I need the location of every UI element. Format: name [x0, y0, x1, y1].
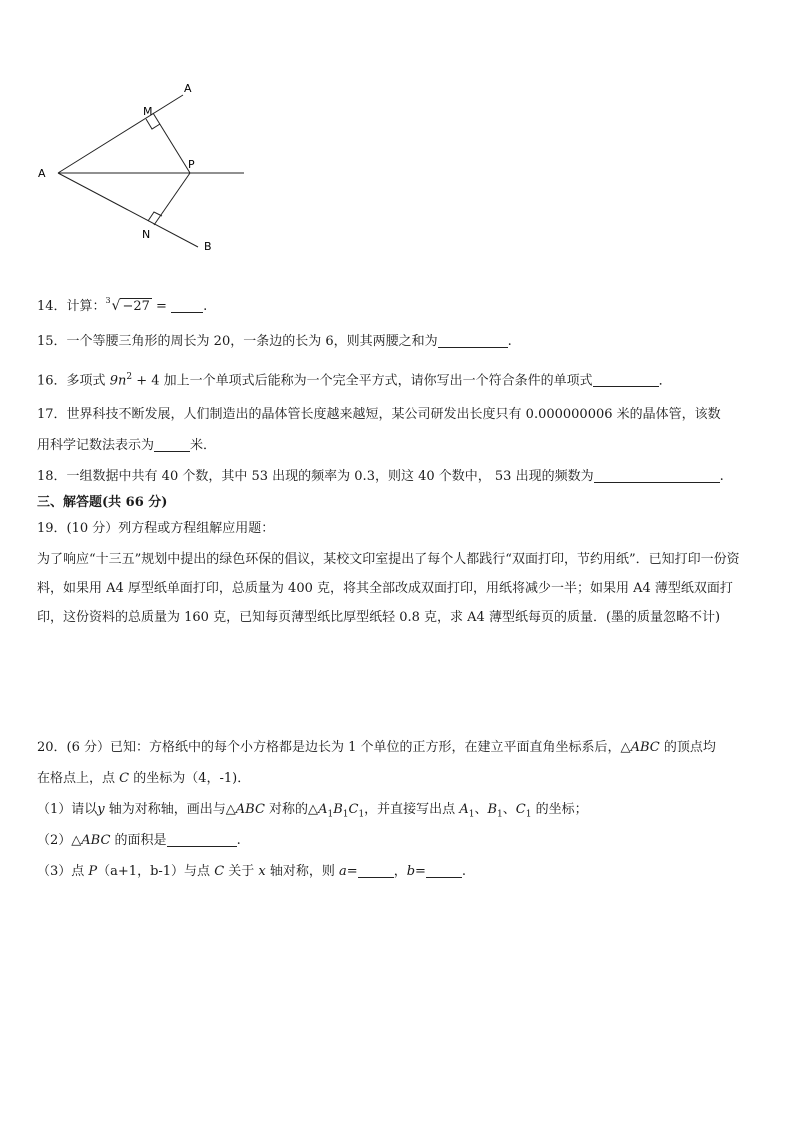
question-17-line1: 17．世界科技不断发展，人们制造出的晶体管长度越来越短，某公司研发出长度只有 0.000000006 米的晶体管，该数 [37, 407, 721, 422]
q14-answer-blank[interactable] [171, 298, 203, 313]
question-20-part2: （2）△ABC 的面积是 . [37, 833, 241, 848]
question-20-part3: （3）点 P（a+1，b-1）与点 C 关于 x 轴对称，则 a= ，b= . [37, 864, 467, 879]
cube-root-expression: 3 √ −27 [105, 296, 150, 314]
segment-MP [153, 113, 190, 173]
question-17-line2: 用科学记数法表示为 米． [37, 438, 217, 453]
label-M: M [143, 105, 153, 118]
label-A-top: A [184, 82, 192, 95]
q16-answer-blank[interactable] [593, 372, 659, 387]
segment-NP [154, 173, 190, 225]
label-P: P [188, 158, 195, 171]
radical-sign-icon: √ [111, 298, 121, 314]
q20-area-blank[interactable] [167, 832, 237, 847]
question-16: 16．多项式 $9n^2 + 4$ 加上一个单项式后能称为一个完全平方式，请你写出一个符合条件的单项式 ． [37, 372, 672, 389]
question-19-head: 19．(10 分）列方程或方程组解应用题： [37, 521, 275, 536]
question-14: 14．计算： 3 √ −27 = . [37, 296, 208, 314]
q17-answer-blank[interactable] [154, 437, 190, 452]
question-19-body: 为了响应“十三五”规划中提出的绿色环保的倡议，某校文印室提出了每个人都践行“双面打印，节约用纸”．已知打印一份资料，如果用 A4 厚型纸单面打印，总质量为 400 克，将其全部改成双面打印，用纸将减少一半；如果用 A4 薄型纸双面打印，这份资料的总质量为 160 克，已知每页薄型纸比厚型纸轻 0.8 克，求 A4 薄型纸每页的质量．(墨的质量忽略不计) [37, 552, 740, 625]
question-20-line2: 在格点上，点 C 的坐标为（4，-1)． [37, 771, 251, 786]
label-N: N [142, 228, 151, 241]
question-18: 18．一组数据中共有 40 个数，其中 53 出现的频率为 0.3，则这 40 个数中， 53 出现的频数为 . [37, 469, 724, 484]
ray-AA [58, 95, 183, 173]
q15-answer-blank[interactable] [438, 333, 508, 348]
label-A-left: A [38, 167, 46, 180]
q20-b-blank[interactable] [426, 863, 462, 878]
section-3-title: 三、解答题(共 66 分) [37, 495, 168, 510]
q18-answer-blank[interactable] [594, 468, 720, 483]
ray-AB [58, 173, 198, 247]
geometry-figure [30, 75, 260, 265]
label-B: B [204, 240, 212, 253]
question-15: 15．一个等腰三角形的周长为 20，一条边的长为 6，则其两腰之和为 . [37, 334, 512, 349]
q20-a-blank[interactable] [358, 863, 394, 878]
question-20-line1: 20．(6 分）已知：方格纸中的每个小方格都是边长为 1 个单位的正方形，在建立平面直角坐标系后，△ABC 的顶点均 [37, 740, 716, 755]
question-20-part1: （1）请以y 轴为对称轴，画出与△ABC 对称的$\triangle A_1B_1C_1$，并直接写出点 $A_1$、$B_1$、$C_1$ 的坐标； [37, 802, 588, 820]
